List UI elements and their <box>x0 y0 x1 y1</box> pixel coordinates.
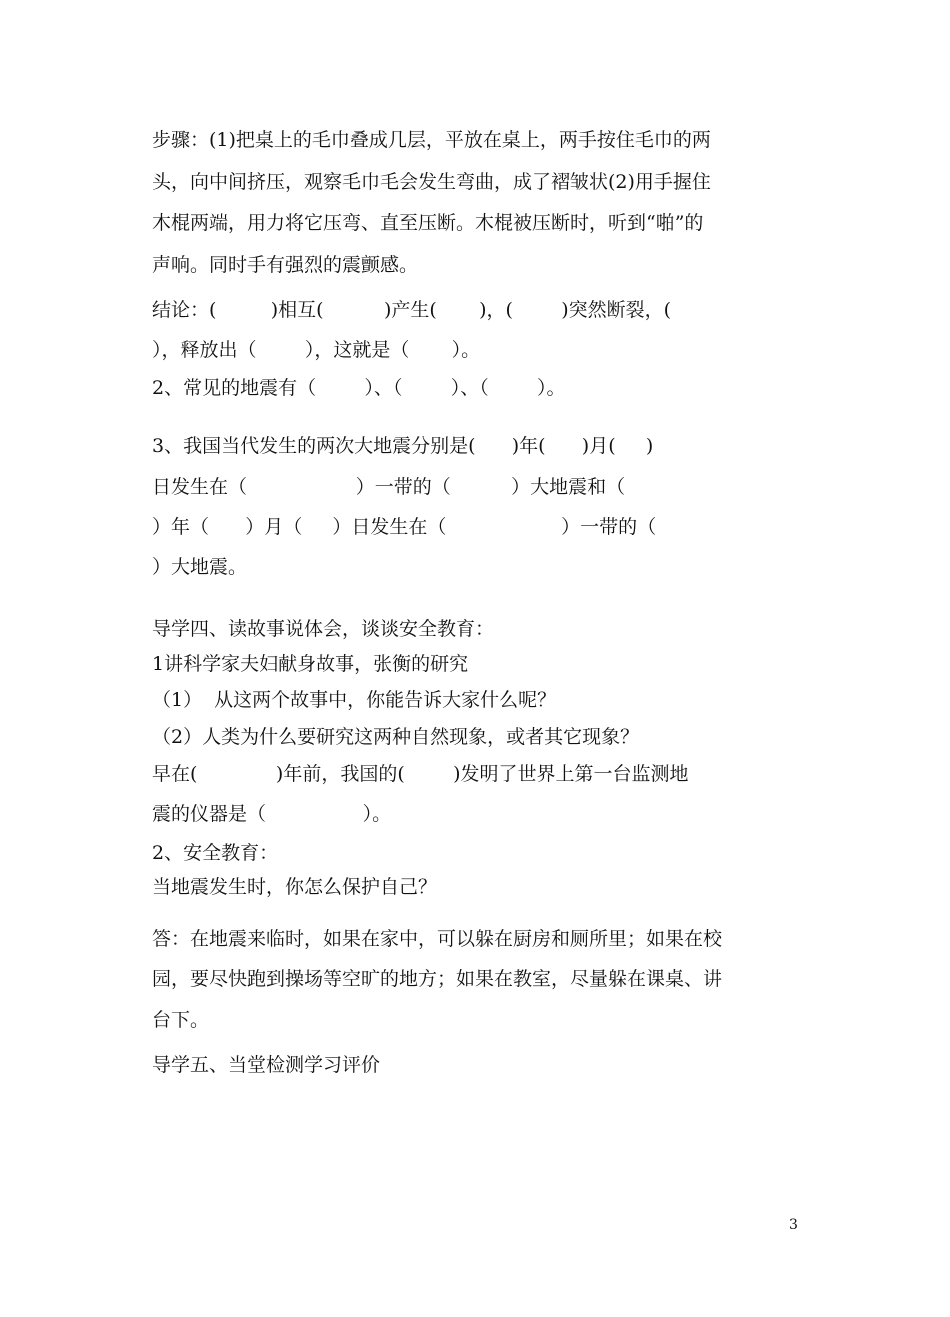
steps-line-2: 头，向中间挤压，观察毛巾毛会发生弯曲，成了褶皱状(2)用手握住 <box>152 171 711 193</box>
guide-4-sub-question-1: （1） 从这两个故事中，你能告诉大家什么呢？ <box>152 689 557 711</box>
answer-line-1: 答：在地震来临时，如果在家中，可以躲在厨房和厕所里；如果在校 <box>152 928 723 950</box>
answer-line-2: 园，要尽快跑到操场等空旷的地方；如果在教室，尽量躲在课桌、讲 <box>152 968 723 990</box>
steps-line-1: 步骤：(1)把桌上的毛巾叠成几层，平放在桌上，两手按住毛巾的两 <box>152 129 711 151</box>
page-number: 3 <box>789 1217 798 1233</box>
conclusion-line-1: 结论：( )相互( )产生( )，( )突然断裂，( <box>152 299 672 321</box>
guide-4-fill-line-2: 震的仪器是（ ）。 <box>152 803 392 825</box>
question-2-line: 2、常见的地震有（ ）、（ ）、（ ）。 <box>152 377 566 399</box>
guide-5-heading: 导学五、当堂检测学习评价 <box>152 1054 381 1076</box>
steps-line-4: 声响。同时手有强烈的震颤感。 <box>152 254 419 276</box>
guide-4-fill-line-1: 早在( )年前，我国的( )发明了世界上第一台监测地 <box>152 763 689 785</box>
guide-4-question: 当地震发生时，你怎么保护自己？ <box>152 876 438 898</box>
guide-4-heading: 导学四、读故事说体会，谈谈安全教育： <box>152 618 495 640</box>
conclusion-line-2: ），释放出（ ），这就是（ ）。 <box>152 339 481 361</box>
question-3-line-3: ）年（ ）月（ ）日发生在（ ）一带的（ <box>152 516 657 538</box>
guide-4-item-2: 2、安全教育： <box>152 842 279 864</box>
guide-4-sub-question-2: （2）人类为什么要研究这两种自然现象，或者其它现象？ <box>152 726 640 748</box>
guide-4-item-1: 1讲科学家夫妇献身故事，张衡的研究 <box>152 653 469 675</box>
question-3-line-2: 日发生在（ ）一带的（ ）大地震和（ <box>152 476 626 498</box>
steps-line-3: 木棍两端，用力将它压弯、直至压断。木棍被压断时，听到“啪”的 <box>152 212 704 234</box>
question-3-line-4: ）大地震。 <box>152 556 248 578</box>
answer-line-3: 台下。 <box>152 1009 210 1031</box>
question-3-line-1: 3、我国当代发生的两次大地震分别是( )年( )月( ) <box>152 435 654 457</box>
